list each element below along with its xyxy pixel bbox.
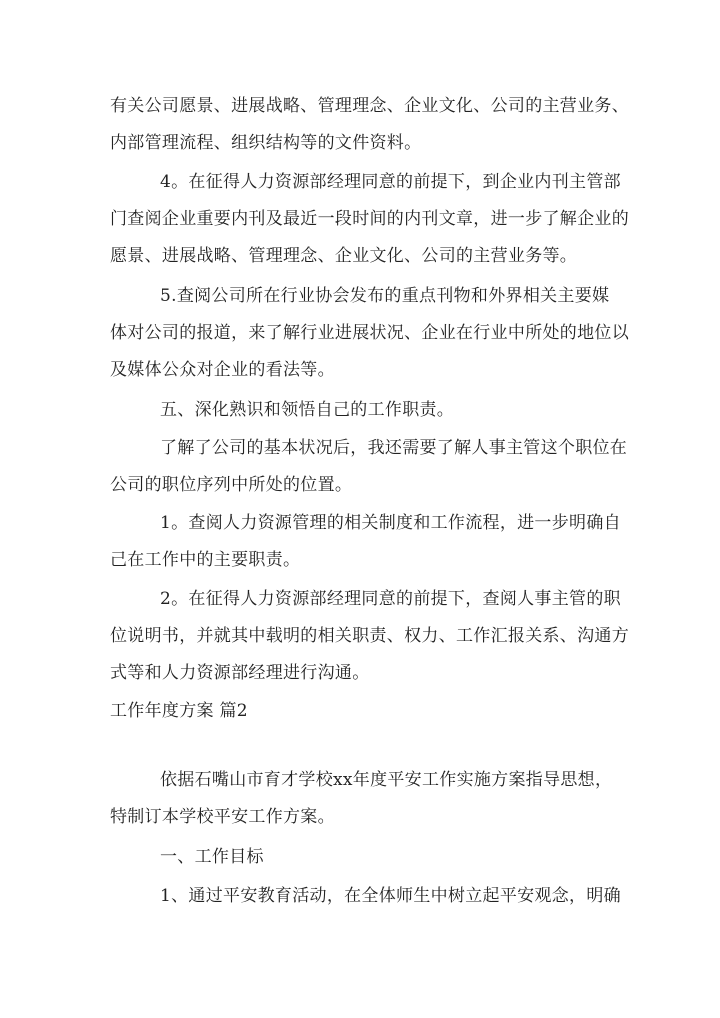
body-text-line: 门查阅企业重要内刊及最近一段时间的内刊文章，进一步了解企业的	[110, 209, 629, 229]
body-text-line: 己在工作中的主要职责。	[110, 550, 301, 570]
list-item-1-line: 1、通过平安教育活动，在全体师生中树立起平安观念，明确	[160, 886, 621, 906]
list-item-1-line: 1。查阅人力资源管理的相关制度和工作流程，进一步明确自	[160, 513, 621, 533]
body-text-line: 内部管理流程、组织结构等的文件资料。	[110, 133, 422, 153]
list-item-4-line: 4。在征得人力资源部经理同意的前提下，到企业内刊主管部	[160, 172, 621, 192]
body-text-line: 特制订本学校平安工作方案。	[110, 807, 335, 827]
article-title: 工作年度方案 篇2	[110, 701, 248, 721]
section-heading-5: 五、深化熟识和领悟自己的工作职责。	[160, 400, 455, 420]
body-text-line: 体对公司的报道，来了解行业进展状况、企业在行业中所处的地位以	[110, 323, 629, 343]
body-text-line: 式等和人力资源部经理进行沟通。	[110, 663, 370, 683]
body-text-line: 愿景、进展战略、管理理念、企业文化、公司的主营业务等。	[110, 246, 578, 266]
paragraph-line: 了解了公司的基本状况后，我还需要了解人事主管这个职位在	[160, 438, 628, 458]
list-item-5-line: 5.查阅公司所在行业协会发布的重点刊物和外界相关主要媒	[160, 286, 610, 306]
paragraph-line: 依据石嘴山市育才学校xx年度平安工作实施方案指导思想，	[160, 770, 613, 790]
section-heading-1: 一、工作目标	[160, 847, 264, 867]
list-item-2-line: 2。在征得人力资源部经理同意的前提下，查阅人事主管的职	[160, 589, 621, 609]
body-text-line: 位说明书，并就其中载明的相关职责、权力、工作汇报关系、沟通方	[110, 626, 629, 646]
body-text-line: 及媒体公众对企业的看法等。	[110, 360, 335, 380]
body-text-line: 公司的职位序列中所处的位置。	[110, 475, 353, 495]
body-text-line: 有关公司愿景、进展战略、管理理念、企业文化、公司的主营业务、	[110, 96, 629, 116]
